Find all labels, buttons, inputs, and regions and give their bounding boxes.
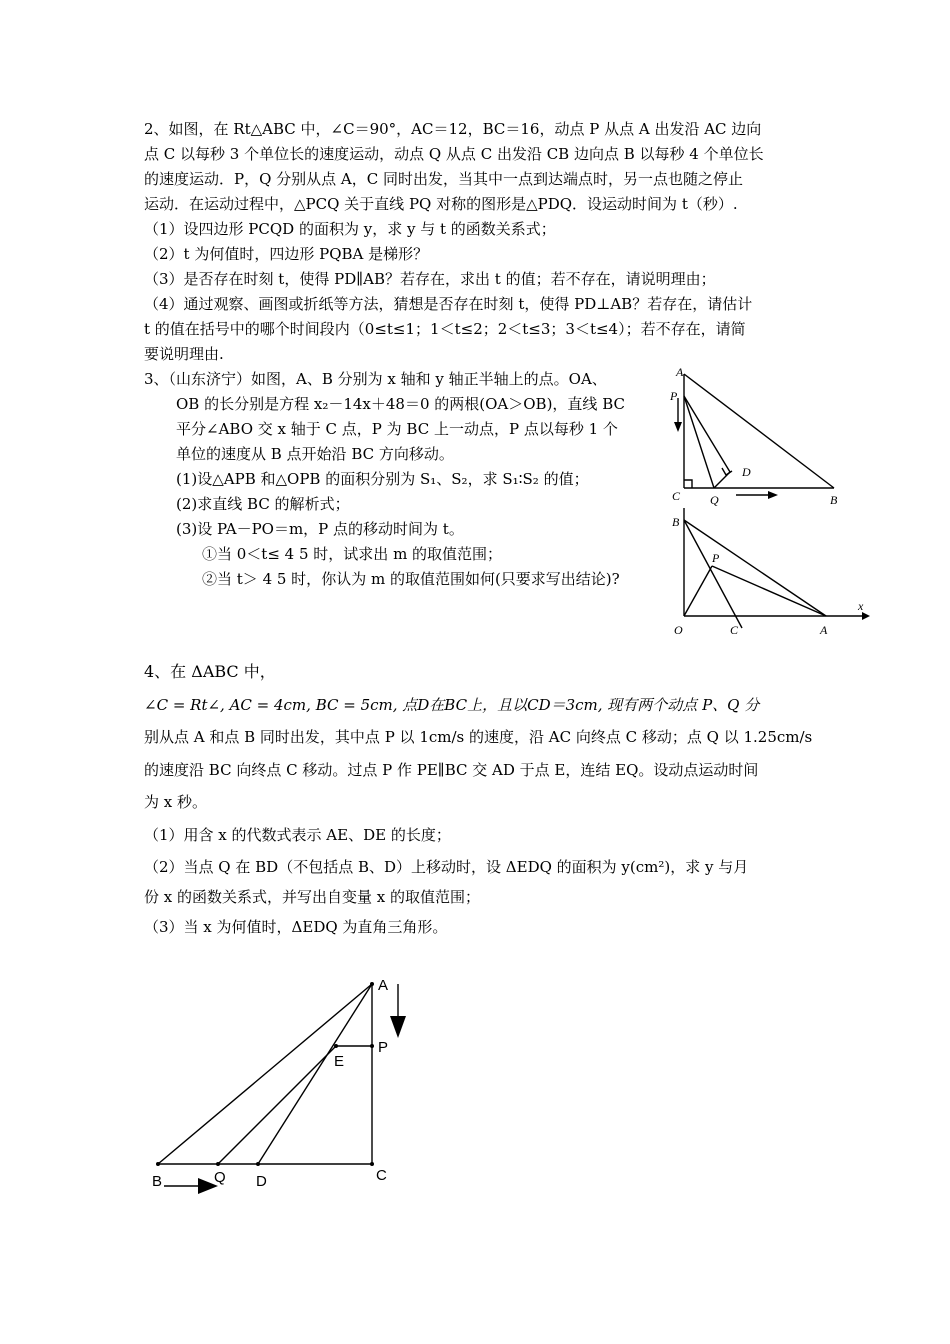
segment-AB [158,984,372,1164]
label-B: B [830,493,838,507]
label-O: O [674,623,683,637]
figure-problem-2 [664,362,864,510]
text-line: 单位的速度从 B 点开始沿 BC 方向移动。 [176,445,454,463]
label-P: P [378,1039,389,1056]
segment-AD [258,984,372,1164]
text-line: （4）通过观察、画图或折纸等方法，猜想是否存在时刻 t，使得 PD⊥AB？若存在，请估计 [144,295,753,313]
text-line: 3、（山东济宁）如图，A、B 分别为 x 轴和 y 轴正半轴上的点。OA、 [144,370,607,388]
text-line: 要说明理由. [144,345,224,363]
text-line: (1)设△APB 和△OPB 的面积分别为 S₁、S₂，求 S₁∶S₂ 的值； [176,470,589,488]
text-line: ②当 t＞ 4 5 时，你认为 m 的取值范围如何(只要求写出结论)? [202,570,620,588]
segment-PA [712,566,826,616]
segment-AB [684,374,834,488]
text-line: t 的值在括号中的哪个时间段内（0≤t≤1；1＜t≤2；2＜t≤3；3＜t≤4）；若不存在，请简 [144,320,746,338]
segment-PO [684,566,712,616]
label-P: P [670,389,678,403]
text-line: (3)设 PA－PO＝m，P 点的移动时间为 t。 [176,520,464,538]
text-line: （3）是否存在时刻 t，使得 PD∥AB？若存在，求出 t 的值；若不存在，请说明理由； [144,270,716,288]
text-line: 别从点 A 和点 B 同时出发，其中点 P 以 1cm/s 的速度，沿 AC 向终点 C 移动；点 Q 以 1.25cm/s [144,728,813,746]
text-line: ∠C = Rt∠, AC = 4cm, BC = 5cm, 点D在BC上，且以CD＝3cm, 现有两个动点 P、Q 分 [144,696,760,714]
arrowhead-down [390,1016,406,1038]
text-line: （2）t 为何值时，四边形 PQBA 是梯形？ [144,245,429,263]
text-line: ①当 0＜t≤ 4 5 时，试求出 m 的取值范围； [202,545,503,563]
text-line: （1）用含 x 的代数式表示 AE、DE 的长度； [144,826,451,844]
label-A: A [820,623,828,637]
label-x: x [858,599,864,613]
arrowhead-right [768,491,778,499]
text-line: （3）当 x 为何值时，ΔEDQ 为直角三角形。 [144,918,448,936]
text-line: 平分∠ABO 交 x 轴于 C 点，P 为 BC 上一动点，P 点以每秒 1 个 [176,420,618,438]
text-line: 的速度沿 BC 向终点 C 移动。过点 P 作 PE∥BC 交 AD 于点 E，连结 EQ。设动点运动时间 [144,761,759,779]
text-line: 为 x 秒。 [144,793,207,811]
label-E: E [334,1053,345,1070]
label-C: C [672,489,681,503]
text-line: （1）设四边形 PCQD 的面积为 y，求 y 与 t 的函数关系式； [144,220,556,238]
right-angle-mark-D [722,468,732,475]
figure-problem-4 [140,966,430,1196]
label-C: C [730,623,739,637]
figure-problem-3 [664,504,874,644]
label-B: B [152,1173,163,1190]
line-BC [684,520,742,628]
label-A: A [676,365,684,379]
label-D: D [256,1173,267,1190]
text-line: 2、如图，在 Rt△ABC 中，∠C＝90°，AC＝12，BC＝16，动点 P 从点 A 出发沿 AC 边向 [144,120,762,138]
segment-PQ [684,396,714,488]
label-A: A [378,977,389,994]
text-line: 点 C 以每秒 3 个单位长的速度运动，动点 Q 从点 C 出发沿 CB 边向点 B 以每秒 4 个单位长 [144,145,764,163]
text-line: 运动．在运动过程中，△PCQ 关于直线 PQ 对称的图形是△PDQ．设运动时间为 t（秒）. [144,195,738,213]
right-angle-mark-C [684,480,692,488]
label-B: B [672,515,680,529]
label-P: P [712,551,720,565]
label-Q: Q [710,493,719,507]
text-line: OB 的长分别是方程 x₂－14x＋48＝0 的两根(OA＞OB)，直线 BC [176,395,625,413]
arrowhead-down [674,422,682,432]
label-C: C [376,1167,387,1184]
segment-PD [684,396,730,472]
segment-BA [684,520,826,616]
x-axis-arrowhead [862,612,870,620]
text-line: (2)求直线 BC 的解析式； [176,495,350,513]
label-Q: Q [214,1169,226,1186]
text-line: 4、在 ΔABC 中， [144,662,276,681]
label-D: D [742,465,751,479]
text-line: 份 x 的函数关系式，并写出自变量 x 的取值范围； [144,888,480,906]
text-line: 的速度运动．P，Q 分别从点 A，C 同时出发，当其中一点到达端点时，另一点也随之停止 [144,170,744,188]
text-line: （2）当点 Q 在 BD（不包括点 B、D）上移动时，设 ΔEDQ 的面积为 y(cm²)，求 y 与月 [144,858,749,876]
